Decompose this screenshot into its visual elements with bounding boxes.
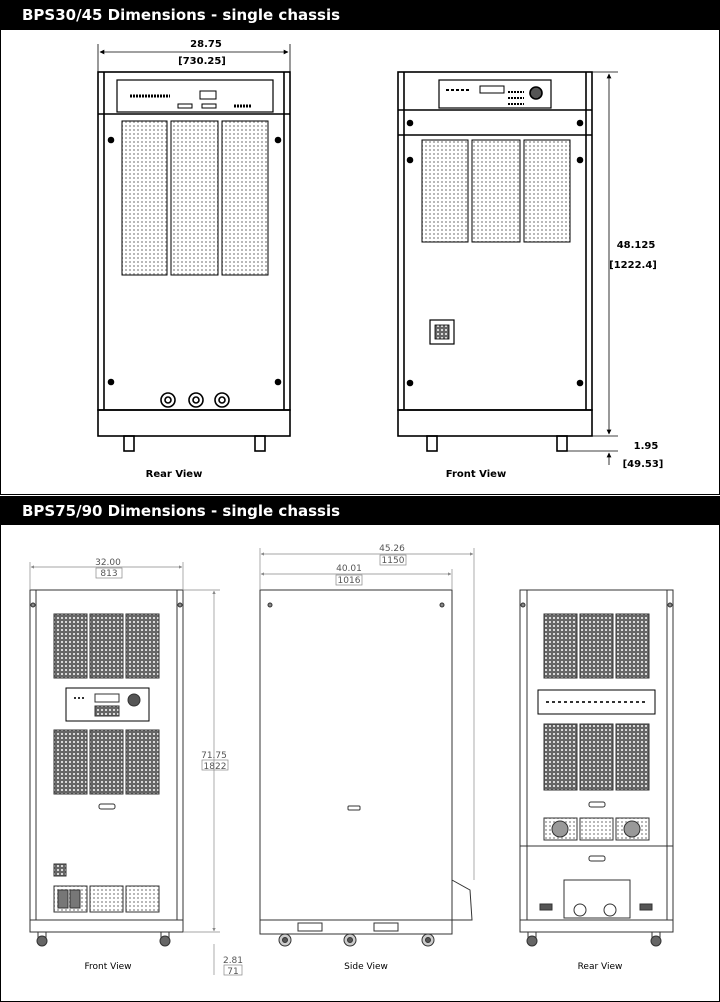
- depth-total-inches: 45.26: [379, 544, 405, 554]
- section-title: BPS30/45 Dimensions - single chassis: [22, 6, 341, 24]
- foot-mm: [49.53]: [622, 459, 664, 470]
- front-view-bps75: [30, 590, 183, 946]
- width-mm: [730.25]: [178, 56, 226, 67]
- width-inches: 28.75: [190, 39, 222, 50]
- rear-view-bps75: [520, 590, 673, 946]
- front-view-bps30: [398, 72, 592, 451]
- depth-inches: 40.01: [336, 564, 362, 574]
- height-mm: [1222.4]: [609, 260, 657, 271]
- depth-mm: 1016: [337, 576, 361, 586]
- foot-mm-2: 71: [227, 967, 239, 977]
- height-inches-2: 71.75: [201, 751, 227, 761]
- foot-inches-2: 2.81: [222, 956, 244, 966]
- rear-view-bps30: [98, 72, 290, 451]
- depth-dimensions: [260, 548, 474, 880]
- height-inches: 48.125: [616, 240, 656, 251]
- front-view-label-2: Front View: [84, 962, 132, 972]
- rear-view-label-2: Rear View: [577, 962, 623, 972]
- height-mm-2: 1822: [203, 762, 227, 772]
- width-mm-2: 813: [100, 569, 118, 579]
- front-view-label: Front View: [445, 469, 507, 480]
- foot-inches: 1.95: [633, 441, 659, 452]
- side-view-bps75: [260, 590, 472, 946]
- width-inches-2: 32.00: [95, 558, 121, 568]
- depth-total-mm: 1150: [381, 556, 405, 566]
- height-dimension-2: [183, 590, 242, 975]
- side-view-label: Side View: [344, 962, 388, 972]
- section-title: BPS75/90 Dimensions - single chassis: [22, 502, 341, 520]
- rear-view-label: Rear View: [145, 469, 203, 480]
